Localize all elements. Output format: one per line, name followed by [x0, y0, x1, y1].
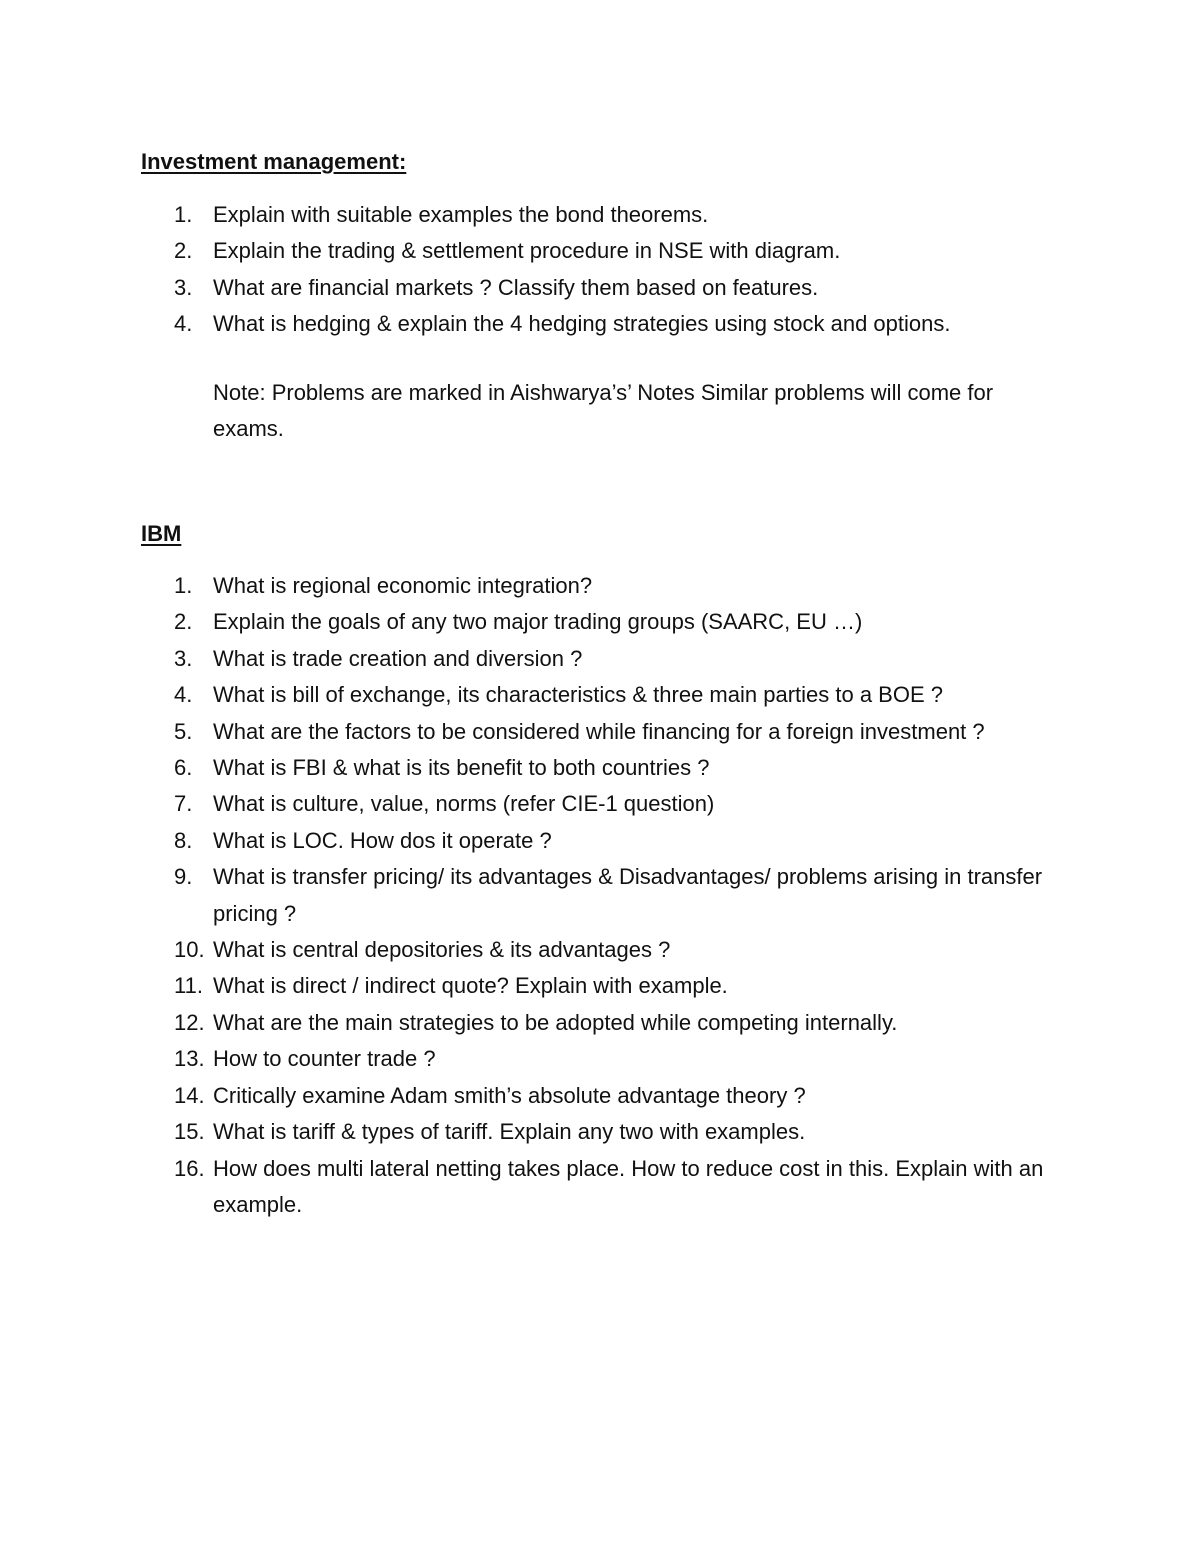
- item-text: What is LOC. How dos it operate ?: [213, 827, 552, 853]
- item-number: 3.: [174, 274, 193, 300]
- item-text: What is bill of exchange, its characteristics & three main parties to a BOE ?: [213, 682, 943, 708]
- item-text: What are the main strategies to be adopted while competing internally.: [213, 1009, 898, 1035]
- item-text: What is direct / indirect quote? Explain with example.: [213, 973, 728, 999]
- exam-note: Note: Problems are marked in Aishwarya’s’ Notes Similar problems will come for exams.: [213, 380, 994, 441]
- item-number: 9.: [174, 864, 193, 890]
- item-number: 12.: [174, 1009, 205, 1035]
- list-item: [141, 1114, 1101, 1150]
- item-number: 5.: [174, 718, 193, 744]
- item-text: What is FBI & what is its benefit to both countries ?: [213, 755, 710, 781]
- list-item: [141, 714, 1101, 750]
- item-text: How to counter trade ?: [213, 1046, 436, 1072]
- list-item: [141, 1005, 1101, 1041]
- list-item: [141, 306, 1101, 342]
- item-text: Explain the goals of any two major trading groups (SAARC, EU …): [213, 609, 863, 635]
- item-number: 1.: [174, 573, 193, 598]
- item-number: 8.: [174, 827, 193, 853]
- list-item: [141, 932, 1101, 968]
- item-text: What is hedging & explain the 4 hedging strategies using stock and options.: [213, 311, 951, 337]
- item-text: How does multi lateral netting takes place. How to reduce cost in this. Explain with an example.: [213, 1155, 1044, 1217]
- item-text: What is regional economic integration?: [213, 573, 593, 598]
- list-item: [141, 1151, 1101, 1224]
- list-item: [141, 750, 1101, 786]
- item-number: 4.: [174, 682, 193, 708]
- list-item: [141, 786, 1101, 822]
- item-text: What is central depositories & its advantages ?: [213, 937, 671, 963]
- item-number: 15.: [174, 1119, 205, 1145]
- item-text: What is tariff & types of tariff. Explain any two with examples.: [213, 1119, 806, 1145]
- item-text: What is trade creation and diversion ?: [213, 645, 583, 671]
- list-item: [141, 568, 1101, 604]
- item-number: 6.: [174, 755, 193, 781]
- list-item: [141, 1041, 1101, 1077]
- item-number: 14.: [174, 1082, 205, 1108]
- item-text: What is culture, value, norms (refer CIE-1 question): [213, 791, 715, 817]
- item-text: Critically examine Adam smith’s absolute advantage theory ?: [213, 1082, 806, 1108]
- item-text: Explain the trading & settlement procedure in NSE with diagram.: [213, 238, 841, 264]
- investment-questions-list: [141, 197, 1101, 343]
- list-item: [141, 859, 1101, 932]
- item-number: 1.: [174, 202, 193, 227]
- list-item: [141, 1078, 1101, 1114]
- item-text: Explain with suitable examples the bond theorems.: [213, 202, 709, 227]
- list-item: [141, 641, 1101, 677]
- item-number: 13.: [174, 1046, 205, 1072]
- list-item: [141, 270, 1101, 306]
- item-number: 16.: [174, 1155, 205, 1181]
- item-number: 2.: [174, 238, 193, 264]
- list-item: [141, 823, 1101, 859]
- item-text: What are financial markets ? Classify them based on features.: [213, 274, 819, 300]
- list-item: [141, 197, 1101, 233]
- item-text: What are the factors to be considered while financing for a foreign investment ?: [213, 718, 985, 744]
- list-item: [141, 677, 1101, 713]
- item-number: 2.: [174, 609, 193, 635]
- ibm-heading: IBM: [141, 521, 182, 546]
- item-number: 3.: [174, 645, 193, 671]
- list-item: [141, 604, 1101, 640]
- item-text: What is transfer pricing/ its advantages & Disadvantages/ problems arising in transfer pricing ?: [213, 864, 1043, 926]
- item-number: 11.: [174, 973, 203, 999]
- investment-management-heading: Investment management:: [141, 149, 407, 174]
- ibm-questions-list: [141, 568, 1101, 1223]
- list-item: [141, 233, 1101, 269]
- item-number: 4.: [174, 311, 193, 337]
- item-number: 10.: [174, 937, 205, 963]
- item-number: 7.: [174, 791, 193, 817]
- list-item: [141, 968, 1101, 1004]
